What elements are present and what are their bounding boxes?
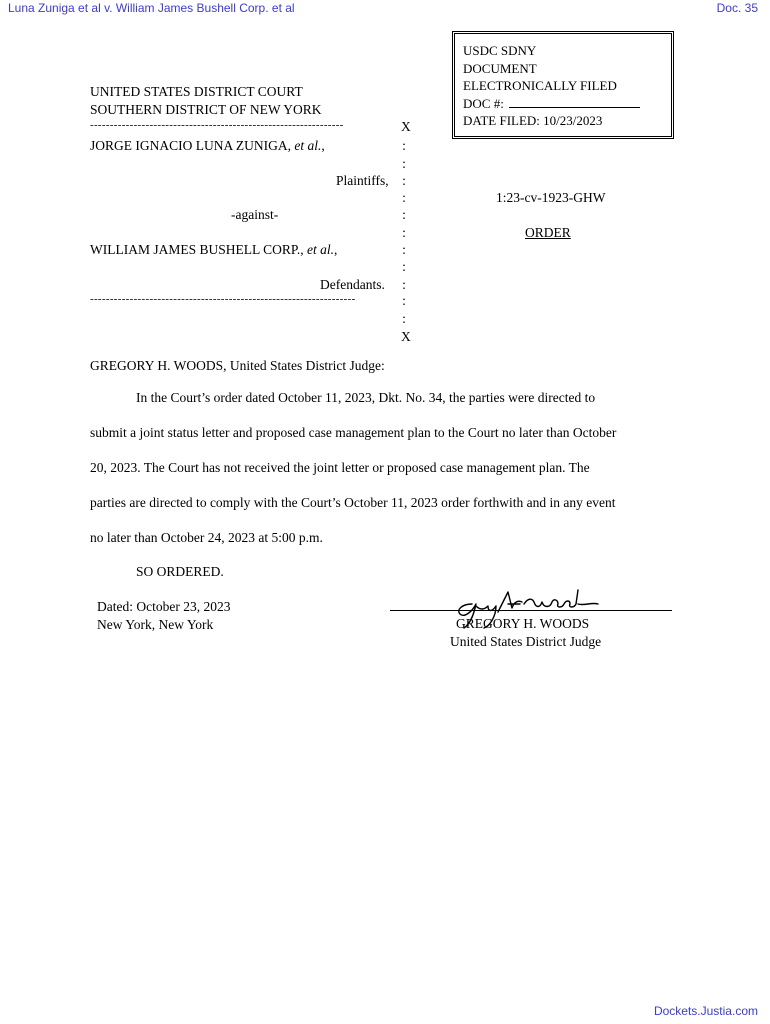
dated-place: New York, New York — [97, 617, 214, 632]
stamp-date-filed: DATE FILED: 10/23/2023 — [463, 113, 603, 128]
case-number: 1:23-cv-1923-GHW — [496, 190, 606, 205]
signer-title: United States District Judge — [450, 634, 602, 649]
caption-colon: : — [402, 225, 406, 240]
stamp-line: USDC SDNY — [463, 43, 537, 58]
justia-footer-link[interactable]: Dockets.Justia.com — [653, 1004, 758, 1018]
body-line: no later than October 24, 2023 at 5:00 p.m. — [90, 530, 323, 545]
stamp-doc-blank — [509, 95, 640, 108]
against-label: -against- — [231, 207, 279, 222]
signer-name: GREGORY H. WOODS — [456, 616, 590, 631]
caption-colon: : — [402, 277, 406, 292]
judge-intro: GREGORY H. WOODS, United States District Judge: — [90, 358, 385, 373]
stamp-line: DOCUMENT — [463, 60, 537, 76]
defendant-name: WILLIAM JAMES BUSHELL CORP., et al., — [90, 242, 338, 257]
doc-number-link[interactable]: Doc. 35 — [716, 1, 758, 15]
body-line: In the Court’s order dated October 11, 2023, Dkt. No. 34, the parties were directed to — [136, 390, 596, 405]
document-title: ORDER — [525, 225, 571, 240]
caption-colon: : — [402, 259, 406, 274]
caption-colon: : — [402, 242, 406, 257]
caption-colon: : — [402, 311, 406, 326]
caption-colon: : — [402, 156, 406, 171]
caption-rule-bottom: ------------------------------------------------------------------- — [90, 293, 356, 305]
so-ordered: SO ORDERED. — [136, 564, 224, 579]
filing-stamp — [452, 31, 674, 139]
body-line: submit a joint status letter and proposed case management plan to the Court no later than October — [90, 425, 617, 440]
plaintiffs-label: Plaintiffs, — [336, 173, 389, 188]
caption-colon: : — [402, 207, 406, 222]
body-line: parties are directed to comply with the Court’s October 11, 2023 order forthwith and in any event — [90, 495, 616, 510]
caption-x-top: X — [401, 119, 411, 134]
caption-x-bottom: X — [401, 329, 411, 344]
defendants-label: Defendants. — [320, 277, 385, 292]
court-name: UNITED STATES DISTRICT COURT — [90, 84, 303, 99]
plaintiff-name: JORGE IGNACIO LUNA ZUNIGA, et al., — [90, 138, 325, 153]
caption-colon: : — [402, 190, 406, 205]
caption-colon: : — [402, 293, 406, 308]
body-line: 20, 2023. The Court has not received the joint letter or proposed case management plan. The — [90, 460, 590, 475]
case-title-link[interactable]: Luna Zuniga et al v. William James Bushell Corp. et al — [8, 1, 295, 15]
court-district: SOUTHERN DISTRICT OF NEW YORK — [90, 102, 322, 117]
caption-colon: : — [402, 173, 406, 188]
stamp-doc-number — [463, 95, 671, 113]
dated-date: Dated: October 23, 2023 — [97, 599, 231, 614]
stamp-line: ELECTRONICALLY FILED — [463, 78, 617, 93]
caption-rule-top: ---------------------------------------------------------------- — [90, 119, 344, 131]
signature-line — [390, 610, 672, 611]
stamp-doc-label: DOC #: — [463, 95, 504, 111]
caption-colon: : — [402, 138, 406, 153]
